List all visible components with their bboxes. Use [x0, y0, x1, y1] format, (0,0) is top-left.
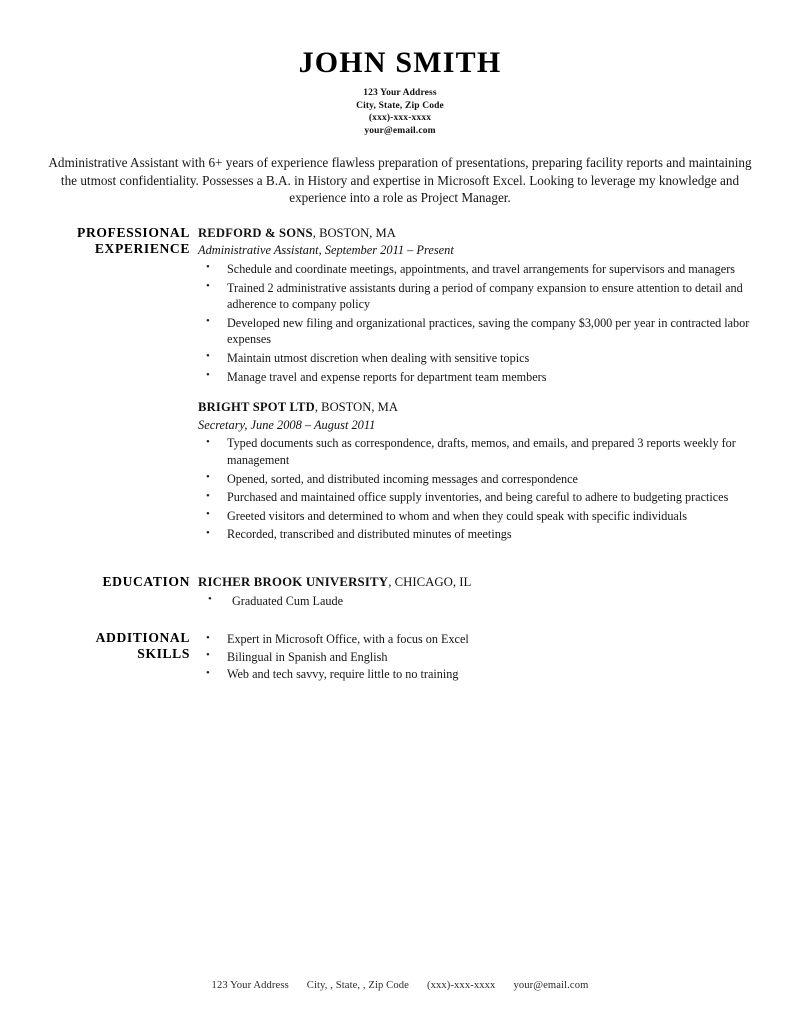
page-title: JOHN SMITH: [298, 46, 502, 79]
contact-phone: (xxx)-xxx-xxxx: [368, 113, 432, 124]
job-title-line: Secretary, June 2008 – August 2011: [198, 417, 376, 432]
footer-phone: (xxx)-xxx-xxxx: [426, 980, 496, 991]
footer-address: 123 Your Address: [211, 980, 289, 991]
list-item: • Manage travel and expense reports for department team members: [198, 369, 765, 386]
job-entry: [198, 399, 765, 543]
list-item: • Expert in Microsoft Office, with a focus on Excel: [198, 631, 765, 648]
section-label-skills-line2: SKILLS: [137, 646, 190, 662]
contact-address: 123 Your Address: [363, 88, 437, 98]
section-label-education-line1: EDUCATION: [102, 573, 190, 589]
list-item: • Typed documents such as correspondence, drafts, memos, and emails, and prepared 3 reports weekly for management: [198, 435, 765, 468]
footer-email: your@email.com: [513, 980, 589, 991]
list-item: • Schedule and coordinate meetings, appointments, and travel arrangements for supervisors and managers: [198, 261, 765, 278]
job-entry: [198, 225, 765, 385]
section-label-skills: [0, 630, 198, 662]
list-item: • Trained 2 administrative assistants during a period of company expansion to ensure attention to detail and adherence to company policy: [198, 280, 765, 313]
job-company-location: , BOSTON, MA: [312, 225, 396, 240]
section-body-education: [198, 574, 800, 609]
list-item: • Developed new filing and organizational practices, saving the company $3,000 per year in contracted labor expenses: [198, 315, 765, 348]
section-body-experience: [198, 225, 800, 543]
education-bullet-list: [198, 593, 765, 610]
job-company-line: [198, 225, 765, 242]
list-item: • Maintain utmost discretion when dealing with sensitive topics: [198, 350, 765, 367]
job-company-name: BRIGHT SPOT LTD: [198, 400, 315, 415]
job-company-line: [198, 399, 765, 416]
page-footer: [0, 980, 800, 991]
section-additional-skills: [0, 630, 800, 683]
list-item: • Graduated Cum Laude: [198, 593, 765, 610]
education-school-location: , CHICAGO, IL: [388, 574, 472, 589]
section-label-experience: [0, 225, 198, 257]
education-school-line: [198, 574, 765, 591]
job-bullet-list: [198, 435, 765, 543]
footer-city-state-zip: City, , State, , Zip Code: [306, 980, 409, 991]
job-title-line: Administrative Assistant, September 2011 – Present: [198, 243, 454, 258]
job-bullet-list: [198, 261, 765, 385]
job-company-name: REDFORD & SONS: [198, 225, 313, 240]
section-education: [0, 574, 800, 609]
summary-paragraph: Administrative Assistant with 6+ years of experience flawless preparation of presentations, preparing facility reports and maintaining the utmost confidentiality. Possesses a B.A. in History and expertise in Microsoft Excel. Looking to leverage my knowledge and experience into a role as Project Manager.: [48, 155, 752, 206]
section-professional-experience: [0, 225, 800, 543]
section-label-experience-line1: PROFESSIONAL: [77, 224, 190, 240]
job-company-location: , BOSTON, MA: [314, 400, 398, 415]
contact-city-state-zip: City, State, Zip Code: [356, 100, 444, 111]
skills-bullet-list: [198, 631, 765, 683]
section-body-skills: [198, 630, 800, 683]
section-label-skills-line1: ADDITIONAL: [95, 630, 190, 646]
list-item: • Bilingual in Spanish and English: [198, 649, 765, 666]
contact-block: [0, 87, 800, 137]
contact-email: your@email.com: [364, 125, 436, 136]
section-label-experience-line2: EXPERIENCE: [94, 240, 190, 256]
list-item: • Opened, sorted, and distributed incoming messages and correspondence: [198, 471, 765, 488]
list-item: • Greeted visitors and determined to whom and when they could speak with specific individuals: [198, 508, 765, 525]
section-label-education: [0, 574, 198, 590]
education-school-name: RICHER BROOK UNIVERSITY: [198, 574, 389, 589]
list-item: • Purchased and maintained office supply inventories, and being careful to adhere to budgeting practices: [198, 489, 765, 506]
list-item: • Recorded, transcribed and distributed minutes of meetings: [198, 526, 765, 543]
resume-header: [0, 0, 800, 137]
list-item: • Web and tech savvy, require little to no training: [198, 666, 765, 683]
